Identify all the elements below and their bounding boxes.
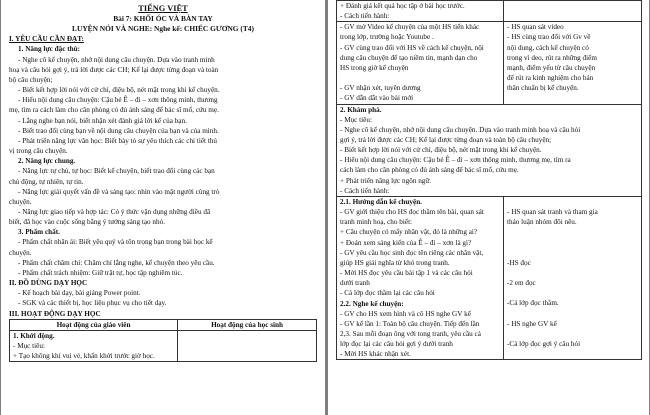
table-cell-student <box>504 22 642 104</box>
text-line: - Phẩm chất trách nhiệm: Giữ trật tự, học tập nghiêm túc. <box>18 268 183 277</box>
text-line: chủ động, tự nhiên, tự tin. <box>9 177 84 186</box>
text-line: - GV dẫn dắt vào bài mới <box>340 94 414 103</box>
table-header-row <box>10 319 317 330</box>
text-line: - Mục tiêu: <box>13 341 45 350</box>
text-line: gợi ý, trả lời được các CH; Kể lại được từng đoạn và toàn bộ câu chuyện; <box>340 136 552 145</box>
text-line: - GV nhận xét, tuyên dương <box>340 84 421 93</box>
paragraph-general-competence <box>9 166 317 227</box>
text-line: - Biết trao đổi cùng bạn về nội dung câu chuyện của bạn và của mình. <box>18 126 219 135</box>
text-line: để rút ra kinh nghiệm cho bản <box>507 74 594 83</box>
text-line: trong vì deo, rút ra những điểm <box>507 53 597 62</box>
spacer <box>507 268 638 278</box>
text-line: - Hiểu nội dung câu chuyện: Cậu bé Ê – đi – xơn thông minh, thương <box>18 96 218 105</box>
activity-table <box>9 319 317 362</box>
text-line: chuyện. <box>9 197 32 206</box>
text-line: biết, đã học vào cuộc sống bằng ý tưởng sáng tạo nhỏ. <box>9 218 166 227</box>
text-line: tranh minh hoạ, cho biết: <box>340 218 413 227</box>
text-line: - Mời HS đọc yêu cầu bài tập 1 và các câu hỏi <box>340 269 473 278</box>
text-line: + Tạo không khí vui vẻ, khấn khởi trước giờ học. <box>13 352 155 360</box>
spacer <box>507 288 638 298</box>
text-line: cách làm cho căn phòng có đủ ánh sáng để bác sĩ mổ, cứu mẹ. <box>340 166 519 175</box>
activity-title: LUYỆN NÓI VÀ NGHE: Nghe kể: CHIẾC GƯƠNG (T4) <box>72 24 254 34</box>
text-line: 2.1. Hướng dẫn kể chuyện. <box>340 197 422 206</box>
text-line: 2. Khám phá. <box>340 105 382 114</box>
text-line: -Cả lớp đọc thầm. <box>507 299 559 308</box>
text-line: 1. Khởi động. <box>13 331 55 340</box>
text-line: -Cả lớp đọc gợi ý câu hỏi <box>507 340 581 349</box>
text-line: - HS quan sát tranh và tham gia <box>507 208 598 217</box>
column-header-student: Hoạt động của học sinh <box>178 319 317 330</box>
text-line: -HS đọc <box>507 258 531 267</box>
text-line: - GV giới thiệu cho HS đọc thầm tên bài, quan sát <box>340 208 484 217</box>
document-page-left <box>1 0 325 415</box>
text-line: + Đoán xem sáng kiến của Ê – đi – xơn là gì? <box>340 238 472 247</box>
text-line: + Phát triển năng lực ngôn ngữ. <box>340 176 432 185</box>
text-line: - Lắng nghe bạn nói, biết nhận xét đánh giá lời kể của bạn. <box>18 116 187 125</box>
lesson-title: Bài 7: KHỐI ÓC VÀ BÀN TAY <box>113 14 213 23</box>
table-cell-teacher <box>337 1 504 22</box>
table-cell-teacher <box>337 22 504 104</box>
subsection-qualities: 3. Phẩm chất. <box>18 228 60 237</box>
text-line: + Câu chuyện có mấy nhân vật, đó là những ai? <box>340 228 478 237</box>
text-line: - GV cùng trao đổi với HS về cách kể chuyện, nội <box>340 43 484 52</box>
text-line: thân chuẩn bị kể chuyện. <box>507 84 579 93</box>
paragraph-qualities <box>9 237 317 278</box>
table-cell-teacher <box>337 196 504 360</box>
table-row <box>10 330 317 361</box>
text-line: - Năng lực tự chủ, tự học: Biết kể chuyện, biết trao đổi cùng các bạn <box>18 167 215 176</box>
section-materials: II. ĐỒ DÙNG DẠY HỌC <box>9 279 88 288</box>
subsection-specific-competence: 1. Năng lực đặc thù: <box>18 45 81 54</box>
text-line: - Mục tiêu: <box>340 115 372 124</box>
spacer <box>507 238 638 248</box>
spacer <box>507 227 638 237</box>
section-activities: III. HOẠT ĐỘNG DẠY HỌC <box>9 309 101 318</box>
text-line: lớp đọc lại các câu hỏi gợi ý dưới tranh <box>340 340 453 349</box>
text-line: - HS quan sát video <box>507 23 564 32</box>
text-line: giúp HS giải nghĩa từ khó trong tranh. <box>340 258 450 267</box>
text-line: + Đánh giá kết quả học tập ở bài học trước. <box>340 2 465 10</box>
text-line: - Kế hoạch bài dạy, bài giảng Power point. <box>18 289 141 298</box>
text-line: - Năng lực giao tiếp và hợp tác: Có ý thức vận dụng những điều đã <box>18 207 211 216</box>
table-row <box>337 22 642 104</box>
text-line: - HS cùng trao đổi với Gv về <box>507 33 591 42</box>
text-line: - Phát triển năng lực văn học: Biết bày tỏ sự yêu thích các chi tiết thú <box>18 136 218 145</box>
section-objectives: I. YÊU CẦU CẦN ĐẠT: <box>9 35 84 44</box>
text-line: - GV mở Video kể chuyện của một HS tiến khác <box>340 23 480 32</box>
spacer <box>507 329 638 339</box>
text-line: -2 em đọc <box>507 279 536 288</box>
spacer <box>507 197 638 207</box>
text-line: - Biết kết hợp lời nói với cử chỉ, điệu bộ, nét mặt trong khi kể chuyện. <box>340 146 542 155</box>
subject-title: TIẾNG VIỆT <box>138 4 188 13</box>
text-line: - Hiểu nội dung câu chuyện: Cậu bé Ê – đi – xơn thông minh, thương mẹ, tìm ra <box>340 156 571 165</box>
table-cell-student <box>504 196 642 360</box>
text-line: - Phẩm chất nhân ái: Biết yêu quý và tôn trọng bạn trong bài học kể <box>18 238 213 247</box>
text-line: - Biết kết hợp lời nói với cử chỉ, điệu bộ, nét mặt trong khi kể chuyện. <box>18 86 220 95</box>
activity-table-continued <box>336 0 642 360</box>
text-line: mẹ, tìm ra cách làm cho căn phòng có đủ ánh sáng để bác sĩ mổ, cứu mẹ. <box>9 106 219 115</box>
text-line: chuyện. <box>9 248 32 257</box>
table-cell-merged <box>337 104 642 196</box>
table-row <box>337 1 642 22</box>
text-line: - Năng lực giải quyết vấn đề và sáng tạo: nhìn vào mặt người cùng trò <box>18 187 220 196</box>
text-line: - Cách tiến hành: <box>340 12 390 21</box>
document-page-right <box>328 0 649 415</box>
table-cell-student <box>178 330 317 361</box>
table-cell-student <box>504 1 642 22</box>
text-line: - HS nghe GV kể <box>507 319 557 328</box>
text-line: - GV kể lần 1: Toàn bộ câu chuyện. Tiếp đến lần <box>340 319 480 328</box>
text-line: bộ câu chuyện; <box>9 75 53 84</box>
text-line: nội dung, cách kể chuyện có <box>507 43 589 52</box>
text-line: HS trong giờ kể chuyện <box>340 63 409 72</box>
text-line: hoạ và câu hỏi gợi ý, trả lời được các CH; Kể lại được từng đoạn và toàn <box>9 65 219 74</box>
text-line: dung câu chuyện để tạo niềm tin, mạnh dạn cho <box>340 53 478 62</box>
text-line: - Cả lớp đọc thầm lại các câu hỏi <box>340 289 435 298</box>
text-line: - GV yêu cầu học sinh đọc tên riêng các nhân vật, <box>340 248 484 257</box>
table-row <box>337 104 642 196</box>
table-cell-teacher <box>10 330 178 361</box>
text-line: - SGK và các thiết bị, học liệu phục vụ cho tiết dạy. <box>18 299 167 308</box>
text-line: - Cách tiến hành: <box>340 186 390 195</box>
text-line: thảo luận nhóm đôi nêu. <box>507 218 577 227</box>
subsection-general-competence: 2. Năng lực chung. <box>18 157 76 166</box>
table-row <box>337 196 642 360</box>
text-line: dưới tranh <box>340 279 370 288</box>
spacer <box>507 248 638 258</box>
text-line: - Nghe cô kể chuyện, nhớ nội dung câu chuyện. Dựa vào tranh minh <box>18 55 215 64</box>
text-line: 2,3. Sau mỗi đoạn ông với tong tranh, yêu cầu cả <box>340 329 481 338</box>
paragraph-specific-competence <box>9 55 317 157</box>
spacer <box>340 73 500 83</box>
text-line: trong lớp, trường hoặc Youtube . <box>340 33 434 42</box>
text-line: mạnh, điểm yếu từ câu chuyện <box>507 63 596 72</box>
text-line: vị trong câu chuyện. <box>9 147 68 156</box>
spacer <box>507 309 638 319</box>
text-line: - Phẩm chất chăm chỉ: Chăm chỉ lắng nghe, kể chuyện theo yêu cầu. <box>18 258 215 267</box>
text-line: 2.2. Nghe kể chuyện: <box>340 299 404 308</box>
text-line: - Nghe cô kể chuyện, nhớ nội dung câu chuyện. Dựa vào tranh minh hoạ và câu hỏi <box>340 125 581 134</box>
text-line: - GV cho HS xem hình và cô HS nghe GV kể <box>340 309 471 318</box>
column-header-teacher: Hoạt động của giáo viên <box>10 319 178 330</box>
text-line: - Mời HS khác nhận xét. <box>340 350 411 359</box>
